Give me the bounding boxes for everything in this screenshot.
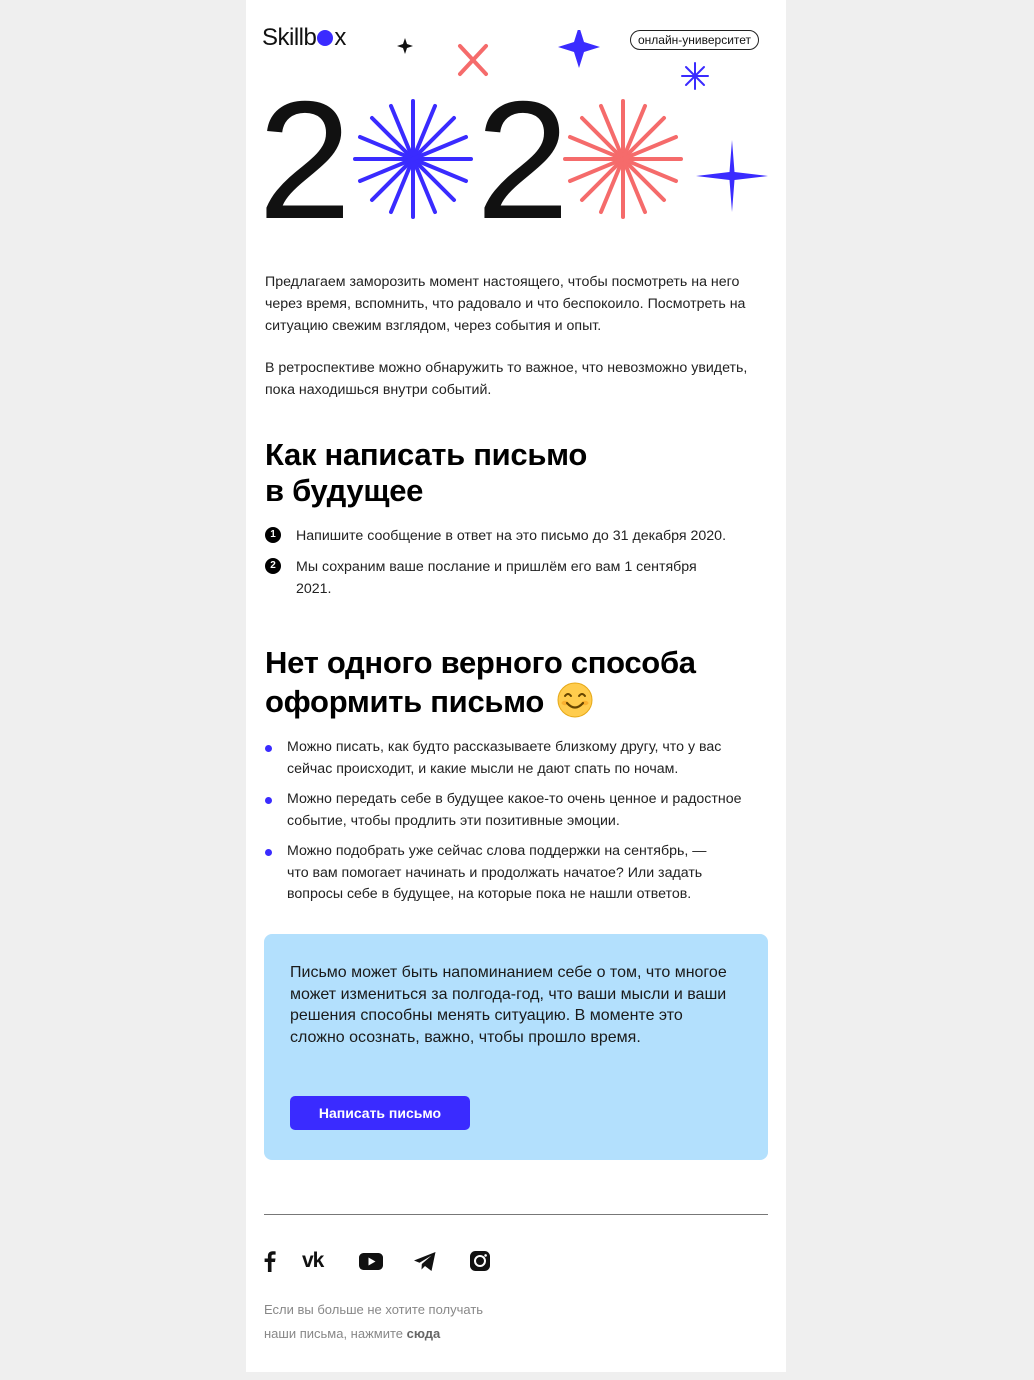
bullet-dot-3 [265,849,272,856]
step-text-1: Напишите сообщение в ответ на это письмо до 31 декабря 2020. [296,528,727,544]
step-text-2: Мы сохраним ваше послание и пришлём его вам 1 сентября 2021. [296,559,697,597]
hero-digit-2-second: 2 [476,66,570,230]
email-body [246,0,786,1372]
facebook-icon[interactable] [262,1248,278,1274]
smile-emoji-graphic [556,681,594,719]
vk-label: vk [302,1249,324,1272]
callout-box [264,934,768,1160]
unsubscribe-line-2: наши письма, нажмите [264,1326,407,1341]
coral-burst-icon [565,101,681,217]
bullet-dot-1 [265,745,272,752]
telegram-icon[interactable] [412,1248,438,1274]
smile-emoji-icon [556,681,594,719]
unsubscribe-link[interactable]: сюда [406,1326,441,1341]
bullet-text-3: Можно подобрать уже сейчас слова поддержки на сентябрь, — что вам помогает начинать и продолжать начатое? Или задать вопросы себе в будущее, на которые пока не нашли ответов. [287,843,707,902]
write-letter-button[interactable]: Написать письмо [290,1096,470,1130]
unsubscribe-line-1: Если вы больше не хотите получать [264,1302,484,1317]
ways-title [265,645,696,720]
bullet-dot-2 [265,797,272,804]
step-number-2: 2 [265,558,281,574]
intro-paragraph-2: В ретроспективе можно обнаружить то важное, что невозможно увидеть, пока находишься внутри событий. [265,360,748,398]
how-to-title-line-1: Как написать письмо [265,437,587,472]
blue-burst-icon [355,101,471,217]
instagram-icon[interactable] [468,1248,492,1274]
how-to-title-line-2: в будущее [265,473,424,508]
step-number-1: 1 [265,527,281,543]
intro-paragraph-1: Предлагаем заморозить момент настоящего, чтобы посмотреть на него через время, вспомнить, что радовало и что беспокоило. Посмотреть на ситуацию свежим взглядом, через события и опыт. [265,274,746,334]
university-badge: онлайн-университет [630,30,759,50]
callout-text: Письмо может быть напоминанием себе о том, что многое может измениться за полгода-год, что ваши мысли и ваши решения способны менять ситуацию. В моменте это сложно осознать, важно, чтобы прошло время. [290,964,727,1046]
black-sparkle-icon [397,38,413,54]
unsubscribe-text [264,1298,564,1346]
vk-icon[interactable] [302,1248,330,1274]
bullet-text-1: Можно писать, как будто рассказываете близкому другу, что у вас сейчас происходит, и какие мысли не дают спать по ночам. [287,739,722,777]
blue-sparkle-icon [558,30,600,68]
footer-divider [264,1214,768,1215]
ways-title-line-2: оформить письмо [265,684,544,719]
hero-2020-illustration [246,30,786,230]
logo-text-end: x [334,24,346,51]
blue-asterisk-icon [682,63,708,89]
youtube-icon[interactable] [358,1248,384,1274]
hero-digit-2-first: 2 [258,66,352,230]
logo-text-start: Skillb [262,24,317,51]
how-to-title [265,437,587,509]
blue-plus-sparkle-icon [696,140,768,212]
bullet-text-2: Можно передать себе в будущее какое-то очень ценное и радостное событие, чтобы продлить эти позитивные эмоции. [287,791,742,829]
ways-title-line-1: Нет одного верного способа [265,645,696,680]
